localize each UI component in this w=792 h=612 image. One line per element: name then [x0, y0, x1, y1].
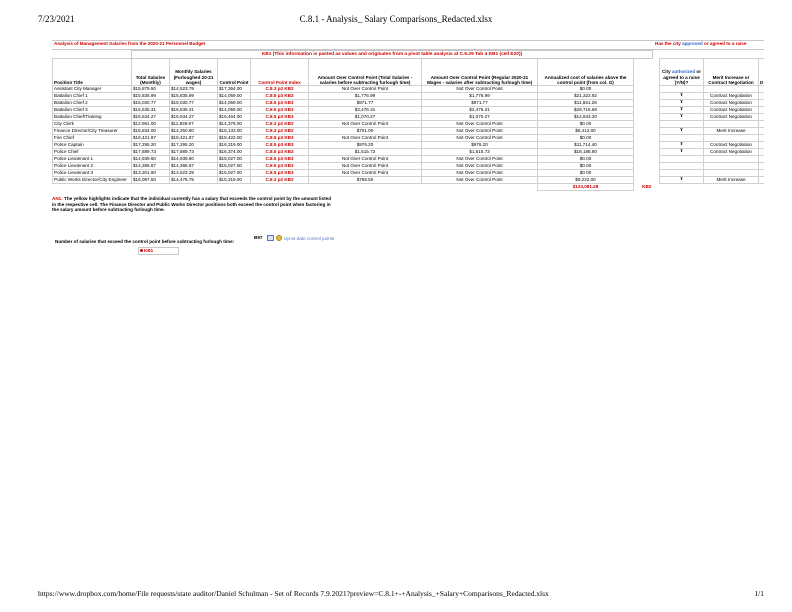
cell-control: $16,374.00: [218, 149, 251, 156]
cell-annualized: $18,188.80: [538, 149, 634, 156]
col-gap: [634, 59, 660, 86]
cell-total: $14,386.67: [132, 163, 170, 170]
cell-gap: [634, 135, 660, 142]
cell-merit: Contract Negotiation: [704, 114, 759, 121]
cell-authorized: Y: [660, 149, 704, 156]
cell-furlough: $15,030.77: [170, 100, 218, 107]
cell-over-regular: Not Over Control Point: [422, 128, 538, 135]
cell-position: Finance Director/City Treasurer: [53, 128, 132, 135]
cell-authorized: [660, 156, 704, 163]
cell-gap: [634, 121, 660, 128]
cell-authorized: Y: [660, 100, 704, 107]
col-over-regular: Amount Over Control Point (Regular 2020-21 Wages - salaries after subtracting furlough time): [422, 59, 538, 86]
cell-authorized: [660, 135, 704, 142]
cell-total: $14,939.60: [132, 156, 170, 163]
annualized-total: $123,081.28: [538, 184, 634, 191]
cell-merit: Contract Negotiation: [704, 149, 759, 156]
cell-merit: [704, 135, 759, 142]
cell-merit: Contract Negotiation: [704, 142, 759, 149]
cell-control: $16,319.00: [218, 142, 251, 149]
table-row: [53, 107, 765, 114]
cell-index: C.8.3 p2 KB2: [251, 128, 309, 135]
cell-merit: Merit Increase: [704, 177, 759, 184]
cell-extra: [759, 156, 765, 163]
cell-over-regular: Not Over Control Point: [422, 177, 538, 184]
cell-annualized: $0.00: [538, 156, 634, 163]
cell-over-total: Not Over Control Point: [309, 121, 422, 128]
cell-control: $15,027.00: [218, 156, 251, 163]
raise-question-title: [655, 41, 746, 46]
cell-extra: [759, 93, 765, 100]
col-over-total: Amount Over Control Point (Total Salaries - salaries before subtracting furlough time): [309, 59, 422, 86]
col-total-salaries: Total Salaries (Monthly): [132, 59, 170, 86]
table-row: [53, 128, 765, 135]
raise-title-post: agreed to a raise: [709, 41, 747, 46]
cell-over-regular: Not Over Control Point: [422, 135, 538, 142]
cell-index: C.8.5 p3 KB3: [251, 135, 309, 142]
cell-control: $15,027.00: [218, 170, 251, 177]
cell-authorized: Y: [660, 93, 704, 100]
cell-position: Public Works Director/City Engineer: [53, 177, 132, 184]
cell-authorized: [660, 170, 704, 177]
cell-control: $18,422.00: [218, 135, 251, 142]
kb1-tag: [138, 247, 179, 255]
cell-furlough: $14,250.60: [170, 128, 218, 135]
cell-index: C.8.3 p2 KB2: [251, 177, 309, 184]
cell-gap: [634, 128, 660, 135]
cell-total: $18,421.87: [132, 135, 170, 142]
cell-authorized: Y: [660, 107, 704, 114]
col-position: Position Title: [53, 59, 132, 86]
table-row: [53, 114, 765, 121]
cell-total: $17,889.73: [132, 149, 170, 156]
count-cell-ref: B97: [254, 235, 263, 240]
sheet-title-row: [52, 40, 764, 50]
cell-furlough: $16,534.27: [170, 114, 218, 121]
cell-merit: Merit Increase: [704, 128, 759, 135]
table-row: [53, 170, 765, 177]
cell-control: $15,027.00: [218, 163, 251, 170]
cell-over-total: $768.50: [309, 177, 422, 184]
cell-over-total: Not Over Control Point: [309, 86, 422, 93]
table-icon: [267, 235, 274, 241]
cell-furlough: $15,835.99: [170, 93, 218, 100]
cell-furlough: $17,295.20: [170, 142, 218, 149]
cell-index: C.8.3 p2 KB2: [251, 86, 309, 93]
cell-extra: [759, 135, 765, 142]
cell-authorized: Y: [660, 142, 704, 149]
cell-furlough: $14,939.60: [170, 156, 218, 163]
cell-total: $15,835.99: [132, 93, 170, 100]
cell-index: C.8.3 p2 KB2: [251, 121, 309, 128]
cell-annualized: $8,412.00: [538, 128, 634, 135]
up-to-date-link[interactable]: [267, 235, 334, 241]
cell-over-regular: $971.77: [422, 100, 538, 107]
cell-merit: Contract Negotiation: [704, 100, 759, 107]
cell-annualized: $0.00: [538, 163, 634, 170]
cell-extra: [759, 142, 765, 149]
cell-total: $16,535.31: [132, 107, 170, 114]
cell-merit: Contract Negotiation: [704, 107, 759, 114]
cell-over-total: $1,515.73: [309, 149, 422, 156]
cell-merit: [704, 156, 759, 163]
cell-merit: Contract Negotiation: [704, 93, 759, 100]
kb-banner-row: [52, 50, 764, 58]
cell-index: C.8.5 p3 KB3: [251, 107, 309, 114]
cell-annualized: $0.00: [538, 135, 634, 142]
cell-furlough: $14,386.67: [170, 163, 218, 170]
cell-gap: [634, 93, 660, 100]
cell-over-regular: $1,776.99: [422, 93, 538, 100]
cell-over-regular: $2,476.31: [422, 107, 538, 114]
cell-position: City Clerk: [53, 121, 132, 128]
cell-extra: [759, 121, 765, 128]
cell-control: $14,059.00: [218, 93, 251, 100]
cell-position: Battalion Chief 1: [53, 93, 132, 100]
kb1-tag-label: KB1: [144, 248, 154, 253]
col-annualized: Annualized cost of salaries above the control point (from col. G): [538, 59, 634, 86]
cell-position: Police Captain: [53, 142, 132, 149]
cell-position: Fire Chief: [53, 135, 132, 142]
cell-over-total: Not Over Control Point: [309, 135, 422, 142]
table-row: [53, 93, 765, 100]
cell-over-total: $2,476.31: [309, 107, 422, 114]
cell-extra: [759, 170, 765, 177]
cell-over-regular: $1,515.73: [422, 149, 538, 156]
cell-gap: [634, 163, 660, 170]
cell-over-total: $976.20: [309, 142, 422, 149]
cell-gap: [634, 100, 660, 107]
cell-total: $16,534.27: [132, 114, 170, 121]
cell-over-regular: $976.20: [422, 142, 538, 149]
cell-extra: [759, 128, 765, 135]
cell-gap: [634, 142, 660, 149]
cell-authorized: Y: [660, 177, 704, 184]
cell-index: C.8.5 p3 KB3: [251, 142, 309, 149]
cell-position: Police Lieutenant 3: [53, 170, 132, 177]
col-control-point: Control Point: [218, 59, 251, 86]
cell-index: C.8.5 p3 KB3: [251, 114, 309, 121]
cell-extra: [759, 100, 765, 107]
cell-annualized: $11,661.28: [538, 100, 634, 107]
document-title: C.8.1 - Analysis_ Salary Comparisons_Redacted.xlsx: [299, 14, 493, 24]
cell-over-regular: Not Over Control Point: [422, 163, 538, 170]
city-col-pre: City: [661, 69, 672, 75]
city-col-authorized: authorized: [671, 69, 696, 75]
cell-annualized: $0.00: [538, 86, 634, 93]
cell-furlough: $18,421.87: [170, 135, 218, 142]
cell-merit: [704, 86, 759, 93]
cell-annualized: $21,323.92: [538, 93, 634, 100]
table-row: [53, 135, 765, 142]
cell-extra: [759, 107, 765, 114]
salary-table: [52, 58, 764, 191]
cell-position: Battalion Chief/Training: [53, 114, 132, 121]
cell-furlough: $13,523.29: [170, 170, 218, 177]
cell-total: $15,879.50: [132, 86, 170, 93]
cell-total: $16,087.50: [132, 177, 170, 184]
cell-over-total: $1,070.27: [309, 114, 422, 121]
cell-annualized: $9,222.00: [538, 177, 634, 184]
cell-furlough: $16,535.31: [170, 107, 218, 114]
cell-index: C.8.5 p3 KB3: [251, 170, 309, 177]
cell-over-total: Not Over Control Point: [309, 163, 422, 170]
cell-authorized: [660, 163, 704, 170]
cell-extra: [759, 163, 765, 170]
cell-merit: [704, 121, 759, 128]
table-row: [53, 177, 765, 184]
cell-gap: [634, 177, 660, 184]
cell-annualized: $11,714.40: [538, 142, 634, 149]
cell-gap: [634, 107, 660, 114]
cell-total: $12,961.00: [132, 121, 170, 128]
raise-title-mid: or: [702, 41, 710, 46]
cell-over-regular: Not Over Control Point: [422, 170, 538, 177]
cell-extra: [759, 86, 765, 93]
table-row: [53, 86, 765, 93]
cell-gap: [634, 170, 660, 177]
count-label: Number of salaries that exceed the control point before subtracting furlough time:: [55, 239, 235, 244]
refresh-icon: [276, 235, 282, 241]
cell-gap: [634, 156, 660, 163]
cell-control: $14,059.00: [218, 107, 251, 114]
table-row: [53, 149, 765, 156]
cell-furlough: $17,889.73: [170, 149, 218, 156]
comment-indicator-icon: [140, 249, 143, 252]
col-city-authorized: [660, 59, 704, 86]
print-date: 7/23/2021: [38, 14, 75, 24]
footer-url[interactable]: https://www.dropbox.com/home/File requests/state auditor/Daniel Schulman - Set of Records 7.9.2021?preview=C.8.1+-+Analysis_+Salary+Comparisons_Redacted.xlsx: [38, 589, 549, 598]
up-to-date-label: Up-to-date control points: [284, 235, 335, 241]
cell-extra: [759, 177, 765, 184]
col-control-index: Control Point Index: [251, 59, 309, 86]
analyst-note: [52, 196, 334, 213]
total-tag: KB2: [634, 184, 660, 191]
cell-gap: [634, 114, 660, 121]
table-row: [53, 163, 765, 170]
cell-over-total: Not Over Control Point: [309, 170, 422, 177]
cell-control: $14,059.00: [218, 100, 251, 107]
cell-over-total: $971.77: [309, 100, 422, 107]
cell-total: $15,834.00: [132, 128, 170, 135]
cell-authorized: Y: [660, 114, 704, 121]
cell-merit: [704, 170, 759, 177]
cell-authorized: [660, 86, 704, 93]
total-row: [53, 184, 765, 191]
table-row: [53, 142, 765, 149]
cell-annualized: $29,715.68: [538, 107, 634, 114]
cell-over-total: $1,776.99: [309, 93, 422, 100]
cell-index: C.8.5 p3 KB3: [251, 156, 309, 163]
table-row: [53, 121, 765, 128]
cell-position: Battalion Chief 2: [53, 100, 132, 107]
cell-total: $15,030.77: [132, 100, 170, 107]
cell-position: Assistant City Manager: [53, 86, 132, 93]
page-number: 1/1: [754, 589, 764, 598]
cell-annualized: $0.00: [538, 121, 634, 128]
cell-furlough: $14,523.79: [170, 86, 218, 93]
cell-over-total: Not Over Control Point: [309, 156, 422, 163]
cell-index: C.8.5 p3 KB3: [251, 93, 309, 100]
table-row: [53, 156, 765, 163]
cell-over-total: $701.00: [309, 128, 422, 135]
note-prefix: AN1:: [52, 196, 63, 201]
raise-title-approved: approved: [682, 41, 703, 46]
col-merit: Merit Increase or Contract Negotiation: [704, 59, 759, 86]
cell-position: Police Lieutenant 2: [53, 163, 132, 170]
cell-gap: [634, 86, 660, 93]
cell-control: $14,376.00: [218, 121, 251, 128]
cell-over-regular: Not Over Control Point: [422, 121, 538, 128]
cell-annualized: $0.00: [538, 170, 634, 177]
cell-extra: [759, 114, 765, 121]
cell-control: $15,133.00: [218, 128, 251, 135]
cell-total: $17,295.20: [132, 142, 170, 149]
cell-control: $15,464.00: [218, 114, 251, 121]
cell-extra: [759, 149, 765, 156]
cell-authorized: [660, 121, 704, 128]
col-extra: D: [759, 59, 765, 86]
cell-index: C.8.5 p3 KB3: [251, 149, 309, 156]
cell-merit: [704, 163, 759, 170]
cell-total: $13,301.60: [132, 170, 170, 177]
city-col-post: or agreed to a raise (Y/N)?: [663, 69, 702, 85]
cell-over-regular: Not Over Control Point: [422, 86, 538, 93]
table-row: [53, 100, 765, 107]
cell-authorized: Y: [660, 128, 704, 135]
cell-over-regular: $1,070.27: [422, 114, 538, 121]
note-text: The yellow highlights indicate that the individual currently has a salary that exceeds the control point by the amount listed in the respective cell. The Finance Director and Public Works Director positions both exceed the control point when factoring in the salary amount before subtracting furlough time.: [52, 196, 332, 213]
cell-annualized: $12,843.20: [538, 114, 634, 121]
cell-furlough: $14,478.75: [170, 177, 218, 184]
col-furlough-salaries: Monthly Salaries (Furloughed 20-21 wages): [170, 59, 218, 86]
table-header-row: [53, 59, 765, 86]
cell-control: $15,319.00: [218, 177, 251, 184]
cell-position: Battalion Chief 3: [53, 107, 132, 114]
table-body: [53, 86, 765, 184]
cell-control: $17,364.00: [218, 86, 251, 93]
cell-position: Police Chief: [53, 149, 132, 156]
cell-over-regular: Not Over Control Point: [422, 156, 538, 163]
cell-index: C.8.5 p3 KB3: [251, 100, 309, 107]
cell-gap: [634, 149, 660, 156]
cell-index: C.8.5 p3 KB3: [251, 163, 309, 170]
cell-position: Police Lieutenant 1: [53, 156, 132, 163]
kb1-banner: KB1 (This information is pasted as values and originates from a pivot table analysis at C.6.29 Tab 4 KB1 (cell E20)): [131, 50, 653, 59]
raise-title-pre: Has the city: [655, 41, 683, 46]
cell-furlough: $11,839.87: [170, 121, 218, 128]
analysis-title: Analysis of Management Salaries from the 2020-21 Personnel Budget: [54, 41, 206, 46]
